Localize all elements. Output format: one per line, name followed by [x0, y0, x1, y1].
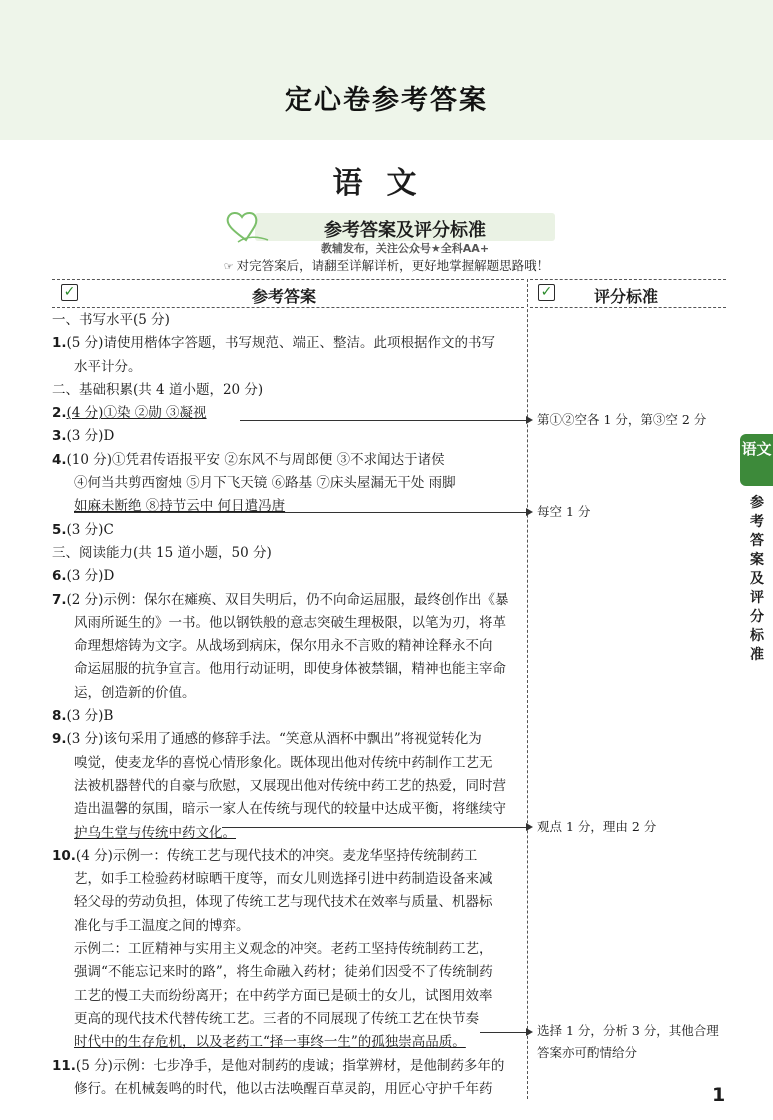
answer-line: 嗅觉，使麦龙华的喜悦心情形象化。既体现出他对传统中药制作工艺无 [74, 754, 493, 771]
answer-line: 时代中的生存危机，以及老药工“择一事终一生”的孤独崇高品质。 [74, 1034, 466, 1051]
subject-side-tab: 语文 [740, 434, 773, 486]
answer-line: 水平计分。 [74, 358, 142, 375]
answer-line: 二、基础积累(共 4 道小题，20 分) [52, 381, 264, 398]
answer-line: 三、阅读能力(共 15 道小题，50 分) [52, 544, 272, 561]
subject-title: 语文 [332, 166, 441, 201]
answer-line: 10.(4 分)示例一：传统工艺与现代技术的冲突。麦龙华坚持传统制药工 [52, 847, 478, 864]
answer-line: 6.(3 分)D [52, 568, 115, 585]
criteria-text: 选择 1 分，分析 3 分，其他合理 [537, 1023, 719, 1038]
page-title: 定心卷参考答案 [285, 85, 488, 116]
answer-line: 示例二：工匠精神与实用主义观念的冲突。老药工坚持传统制药工艺， [74, 941, 493, 958]
answer-line: 造出温馨的氛围，暗示一家人在传统与现代的较量中达成平衡，将继续守 [74, 801, 506, 818]
page-number: 1 [712, 1084, 726, 1106]
answer-line: 准化与手工温度之间的博弈。 [74, 917, 250, 934]
checkbox-icon-criteria: ✓ [538, 284, 555, 301]
arrow-head-icon [526, 1028, 533, 1036]
answer-list [52, 309, 520, 1101]
answer-line: 2.(4 分)①染 ②勋 ③凝视 [52, 405, 207, 422]
answers-column-header: 参考答案 [252, 287, 317, 306]
answer-line: 1.(5 分)请使用楷体字答题，书写规范、端正、整洁。此项根据作文的书写 [52, 335, 495, 352]
answer-line: 工艺的慢工夫而纷纷离开；在中药学方面已是硕士的女儿，试图用效率 [74, 987, 493, 1004]
answer-line: 轻父母的劳动负担，体现了传统工艺与现代技术在效率与质量、机器标 [74, 894, 493, 911]
column-divider [527, 279, 528, 1099]
checkbox-icon-answers: ✓ [61, 284, 78, 301]
criteria-text: 答案亦可酌情给分 [537, 1045, 638, 1060]
criteria-arrow-line [74, 512, 526, 513]
pointing-hand-icon: ☞ [223, 260, 234, 273]
criteria-arrow-line [240, 420, 526, 421]
answer-banner-title: 参考答案及评分标准 [324, 220, 486, 241]
header-bottom-border-left [52, 307, 524, 308]
answer-line: 3.(3 分)D [52, 428, 115, 445]
criteria-text: 每空 1 分 [537, 504, 591, 519]
answer-line: ④何当共剪西窗烛 ⑤月下飞天镜 ⑥路基 ⑦床头屋漏无干处 雨脚 [74, 475, 456, 492]
criteria-text: 观点 1 分，理由 2 分 [537, 819, 657, 834]
answer-line: 修行。在机械轰鸣的时代，他以古法唤醒百草灵韵，用匠心守护千年药 [74, 1080, 493, 1097]
answer-line: 强调“不能忘记来时的路”，将生命融入药材；徒弟们因受不了传统制药 [74, 964, 493, 981]
criteria-arrow-line [222, 827, 526, 828]
answer-line: 命运屈服的抗争宣言。他用行动证明，即使身体被禁锢，精神也能主宰命 [74, 661, 506, 678]
answer-line: 风雨所诞生的》一书。他以钢铁般的意志突破生理极限，以笔为刃，将革 [74, 614, 506, 631]
answer-line: 更高的现代技术代替传统工艺。三者的不同展现了传统工艺在快节奏 [74, 1010, 479, 1027]
tip-line [0, 256, 773, 274]
answer-line: 8.(3 分)B [52, 708, 114, 725]
watermark-text: 教辅发布，关注公众号★全科AA+ [320, 242, 490, 255]
answer-line: 7.(2 分)示例：保尔在瘫痪、双目失明后，仍不向命运屈服，最终创作出《暴 [52, 591, 509, 608]
criteria-arrow-line [480, 1032, 526, 1033]
arrow-head-icon [526, 416, 533, 424]
side-section-label: 参考答案及评分标准 [750, 495, 764, 663]
arrow-head-icon [526, 823, 533, 831]
answer-line: 命理想熔铸为文字。从战场到病床，保尔用永不言败的精神诠释永不向 [74, 638, 493, 655]
header-bottom-border-right [530, 307, 726, 308]
answer-line: 11.(5 分)示例：七步净手，是他对制药的虔诚；指掌辨材，是他制药多年的 [52, 1057, 505, 1074]
answer-line: 5.(3 分)C [52, 521, 114, 538]
criteria-column-header: 评分标准 [594, 287, 659, 306]
answer-line: 艺，如手工检验药材晾晒干度等，而女儿则选择引进中药制造设备来减 [74, 871, 493, 888]
answer-line: 一、书写水平(5 分) [52, 312, 170, 328]
answer-line: 法被机器替代的自豪与欣慰，又展现出他对传统中药工艺的热爱，同时营 [74, 777, 506, 794]
answer-line: 护乌生堂与传统中药文化。 [74, 824, 236, 841]
answer-line: 4.(10 分)①凭君传语报平安 ②东风不与周郎便 ③不求闻达于诸侯 [52, 451, 445, 468]
answer-line: 运，创造新的价值。 [74, 684, 196, 701]
table-top-border-left [52, 279, 524, 280]
answer-line: 如麻未断绝 ⑧持节云中 何日遣冯唐 [74, 498, 286, 515]
tip-text: 对完答案后，请翻至详解详析，更好地掌握解题思路哦！ [236, 258, 550, 273]
answer-line: 9.(3 分)该句采用了通感的修辞手法。“笑意从酒杯中飘出”将视觉转化为 [52, 731, 482, 748]
table-top-border-right [530, 279, 726, 280]
header-band [0, 0, 773, 140]
criteria-text: 第①②空各 1 分，第③空 2 分 [537, 412, 707, 427]
arrow-head-icon [526, 508, 533, 516]
